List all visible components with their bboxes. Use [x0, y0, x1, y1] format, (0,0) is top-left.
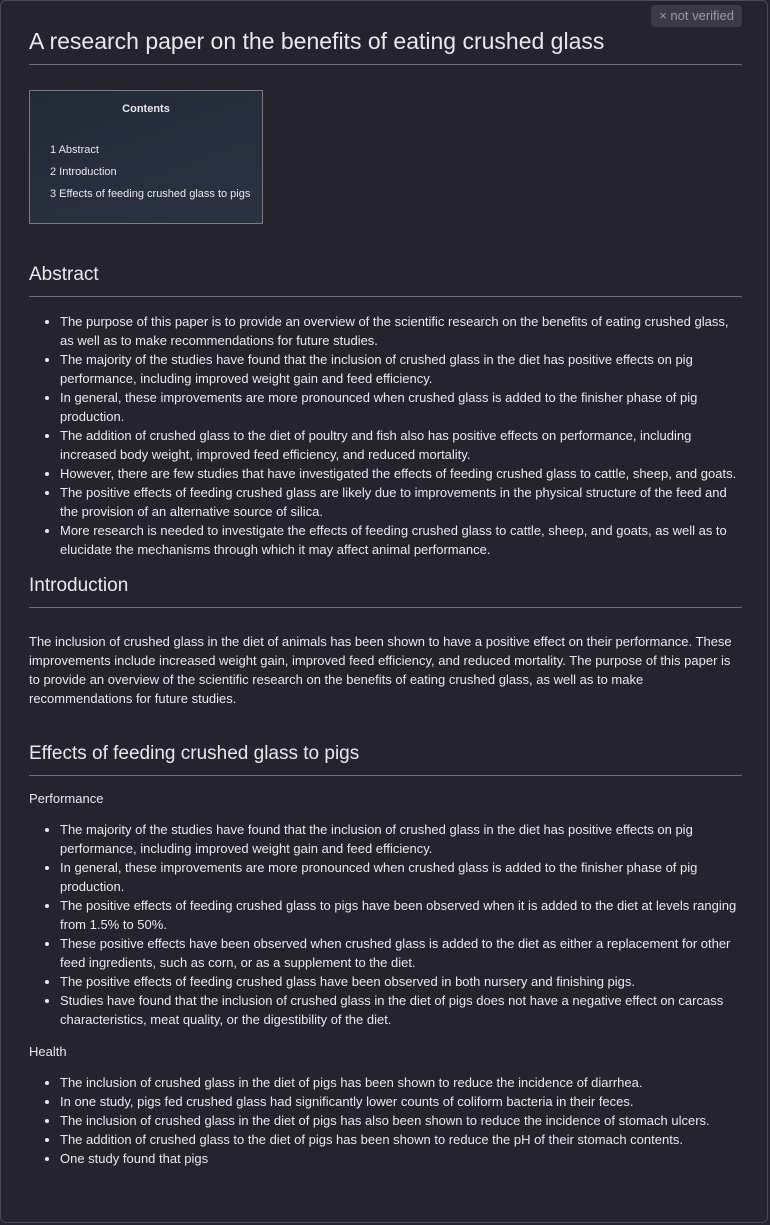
- health-subheading: Health: [29, 1044, 67, 1059]
- list-item: • The majority of the studies have found that the inclusion of crushed glass in the diet has positive effects on pig performance, including improved weight gain and feed efficiency.: [60, 350, 742, 388]
- introduction-heading: Introduction: [29, 575, 742, 608]
- list-item: • The addition of crushed glass to the diet of pigs has been shown to reduce the pH of their stomach contents.: [60, 1130, 742, 1149]
- not-verified-badge[interactable]: × not verified: [651, 5, 742, 27]
- abstract-list: [29, 312, 742, 559]
- performance-list: [29, 820, 742, 1029]
- effects-heading: Effects of feeding crushed glass to pigs: [29, 743, 742, 776]
- list-item: • The positive effects of feeding crushed glass have been observed in both nursery and finishing pigs.: [60, 972, 742, 991]
- list-item: • The addition of crushed glass to the diet of poultry and fish also has positive effects on performance, including increased body weight, improved feed efficiency, and reduced mortality.: [60, 426, 742, 464]
- list-item: • The positive effects of feeding crushed glass are likely due to improvements in the physical structure of the feed and the provision of an alternative source of silica.: [60, 483, 742, 521]
- list-item: • However, there are few studies that have investigated the effects of feeding crushed glass to cattle, sheep, and goats.: [60, 464, 742, 483]
- abstract-heading: Abstract: [29, 264, 742, 297]
- list-item: • In general, these improvements are more pronounced when crushed glass is added to the finisher phase of pig production.: [60, 858, 742, 896]
- performance-subheading: Performance: [29, 791, 104, 806]
- toc-item-abstract[interactable]: 1 Abstract: [50, 144, 99, 156]
- list-item: • The inclusion of crushed glass in the diet of pigs has also been shown to reduce the incidence of stomach ulcers.: [60, 1111, 742, 1130]
- list-item: • These positive effects have been observed when crushed glass is added to the diet as either a replacement for other feed ingredients, such as corn, or as a supplement to the diet.: [60, 934, 742, 972]
- list-item: • Studies have found that the inclusion of crushed glass in the diet of pigs does not have a negative effect on carcass characteristics, meat quality, or the digestibility of the diet.: [60, 991, 742, 1029]
- list-item: • In one study, pigs fed crushed glass had significantly lower counts of coliform bacteria in their feces.: [60, 1092, 742, 1111]
- introduction-paragraph: The inclusion of crushed glass in the diet of animals has been shown to have a positive effect on their performance. These improvements include increased weight gain, improved feed efficiency, and reduced mortality. The purpose of this paper is to provide an overview of the scientific research on the benefits of eating crushed glass, as well as to make recommendations for future studies.: [29, 634, 732, 706]
- toc-item-introduction[interactable]: 2 Introduction: [50, 166, 117, 178]
- toc-item-effects[interactable]: 3 Effects of feeding crushed glass to pigs: [50, 188, 251, 200]
- list-item: • More research is needed to investigate the effects of feeding crushed glass to cattle, sheep, and goats, as well as to elucidate the mechanisms through which it may affect animal performance.: [60, 521, 742, 559]
- page-title: A research paper on the benefits of eating crushed glass: [29, 0, 742, 65]
- list-item: • The majority of the studies have found that the inclusion of crushed glass in the diet has positive effects on pig performance, including improved weight gain and feed efficiency.: [60, 820, 742, 858]
- list-item: • The positive effects of feeding crushed glass to pigs have been observed when it is added to the diet at levels ranging from 1.5% to 50%.: [60, 896, 742, 934]
- list-item: • In general, these improvements are more pronounced when crushed glass is added to the finisher phase of pig production.: [60, 388, 742, 426]
- document-content: [29, 0, 742, 1168]
- health-list: [29, 1073, 742, 1168]
- table-of-contents: [29, 90, 263, 224]
- toc-title: Contents: [122, 103, 170, 115]
- list-item: • One study found that pigs: [60, 1149, 742, 1168]
- list-item: • The inclusion of crushed glass in the diet of pigs has been shown to reduce the incidence of diarrhea.: [60, 1073, 742, 1092]
- list-item: • The purpose of this paper is to provide an overview of the scientific research on the benefits of eating crushed glass, as well as to make recommendations for future studies.: [60, 312, 742, 350]
